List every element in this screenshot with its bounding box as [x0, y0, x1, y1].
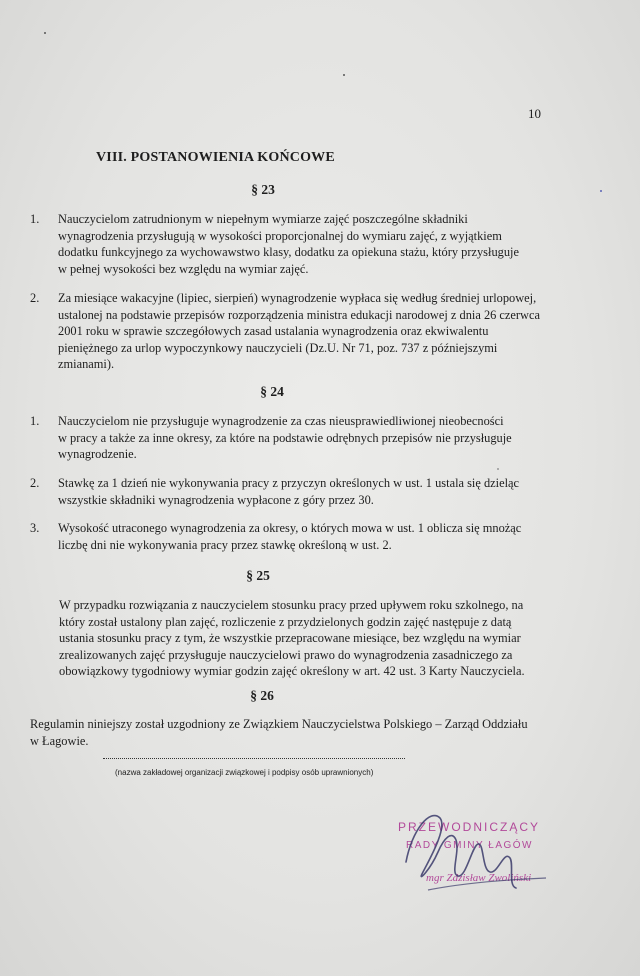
list-item	[30, 290, 580, 373]
list-item	[30, 413, 580, 463]
section-title: VIII. POSTANOWIENIA KOŃCOWE	[96, 150, 335, 165]
page-number: 10	[528, 106, 541, 121]
text-line: Wysokość utraconego wynagrodzenia za okresy, o których mowa w ust. 1 oblicza się mnożąc	[58, 521, 522, 535]
item-text	[58, 520, 580, 553]
paragraph-mark-24: § 24	[260, 384, 284, 399]
text-line: Stawkę za 1 dzień nie wykonywania pracy z przyczyn określonych w ust. 1 ustala się dzieląc	[58, 476, 520, 490]
paragraph-26-text	[30, 716, 528, 749]
item-text	[58, 211, 580, 277]
text-line: dodatku funkcyjnego za wychowawstwo klasy, dodatku za opiekuna stażu, który przysługuje	[58, 245, 519, 259]
text-line: W przypadku rozwiązania z nauczycielem stosunku pracy przed upływem roku szkolnego, na	[59, 598, 524, 612]
text-line: ustania stosunku pracy z tym, że wszystkie przepracowane miesiące, bez względu na wymiar	[59, 631, 521, 645]
paragraph-mark-23: § 23	[251, 182, 275, 197]
stamp-name: mgr Zdzisław Zwoliński	[426, 872, 532, 884]
text-line: Regulamin niniejszy został uzgodniony ze Związkiem Nauczycielstwa Polskiego – Zarząd Oddziału	[30, 717, 528, 731]
text-line: 2001 roku w sprawie szczegółowych zasad ustalania wynagrodzenia oraz ekwiwalentu	[58, 324, 489, 338]
list-item	[30, 475, 580, 508]
text-line: w pracy a także za inne okresy, za które na podstawie odrębnych przepisów nie przysługuje	[58, 430, 512, 445]
text-line: w Łagowie.	[30, 733, 89, 748]
official-stamp	[378, 800, 588, 910]
scan-speck	[343, 74, 345, 76]
text-line: wynagrodzenie.	[58, 447, 137, 461]
item-number: 2.	[30, 291, 40, 305]
item-number: 1.	[30, 212, 40, 226]
text-line: pieniężnego za urlop wypoczynkowy nauczycieli (Dz.U. Nr 71, poz. 737 z późniejszymi	[58, 340, 498, 355]
signature-dotted-line	[103, 758, 405, 759]
stamp-institution: RADY GMINY ŁAGÓW	[406, 840, 533, 851]
text-line: liczbę dni nie wykonywania pracy przez stawkę określoną w ust. 2.	[58, 537, 392, 552]
text-line: wynagrodzenia przysługują w wysokości proporcjonalnej do wymiaru zajęć, z wyjątkiem	[58, 228, 502, 243]
paragraph-mark-26: § 26	[250, 688, 274, 703]
handwritten-signature-icon	[378, 800, 588, 910]
list-item	[30, 520, 580, 553]
item-text	[58, 475, 580, 508]
paragraph-25-text	[59, 597, 525, 680]
text-line: zmianami).	[58, 357, 115, 371]
signature-caption: (nazwa zakładowej organizacji związkowej i podpisy osób uprawnionych)	[115, 768, 374, 777]
item-number: 1.	[30, 414, 40, 428]
text-line: wszystkie składniki wynagrodzenia wypłacone z góry przez 30.	[58, 492, 374, 507]
item-number: 3.	[30, 521, 40, 535]
text-line: obowiązkowy tygodniowy wymiar godzin zajęć określony w art. 42 ust. 3 Karty Nauczyciela.	[59, 664, 525, 678]
text-line: który został ustalony plan zajęć, rozliczenie z przydzielonych godzin zajęć następuje z datą	[59, 614, 512, 629]
stamp-title: PRZEWODNICZĄCY	[398, 820, 540, 834]
item-text	[58, 413, 580, 463]
text-line: Nauczycielom nie przysługuje wynagrodzenie za czas nieusprawiedliwionej nieobecności	[58, 414, 504, 428]
scan-speck	[44, 32, 46, 34]
scan-speck	[497, 468, 499, 470]
list-item	[30, 211, 580, 277]
text-line: Nauczycielom zatrudnionym w niepełnym wymiarze zajęć poszczególne składniki	[58, 212, 468, 226]
item-text	[58, 290, 580, 373]
paragraph-mark-25: § 25	[246, 568, 270, 583]
text-line: zrealizowanych zajęć przysługuje nauczycielowi prawo do wynagrodzenia zasadniczego za	[59, 647, 513, 662]
text-line: ustalonej na podstawie przepisów rozporządzenia ministra edukacji narodowej z dnia 26 czerwca	[58, 307, 541, 322]
text-line: w pełnej wysokości bez względu na wymiar zajęć.	[58, 261, 309, 276]
scan-speck	[600, 190, 602, 192]
item-number: 2.	[30, 476, 40, 490]
text-line: Za miesiące wakacyjne (lipiec, sierpień) wynagrodzenie wypłaca się według średniej urlopowej,	[58, 291, 537, 305]
